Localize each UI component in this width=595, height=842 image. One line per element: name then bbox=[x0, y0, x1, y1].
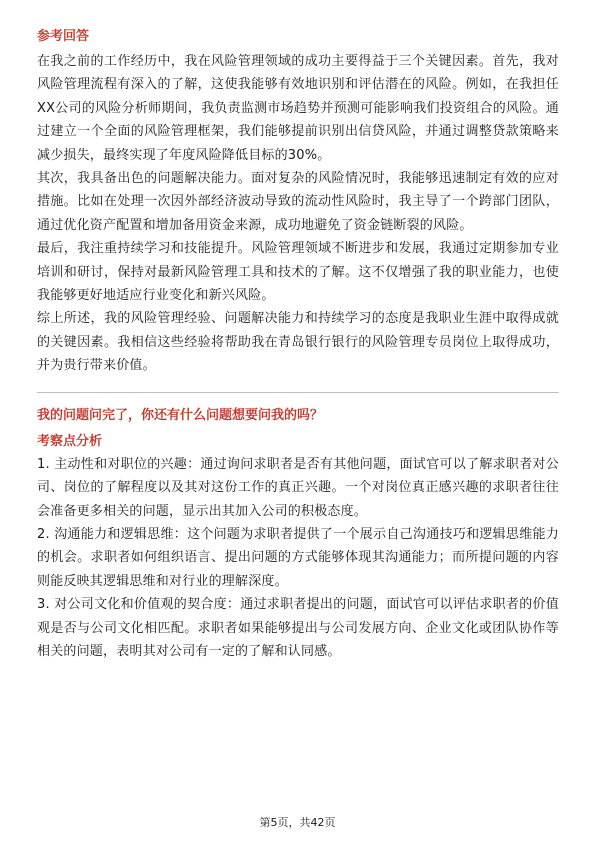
answer-paragraph-4: 综上所述，我的风险管理经验、问题解决能力和持续学习的态度是我职业生涯中取得成就的关键因素。我相信这些经验将帮助我在青岛银行银行的风险管理专员岗位上取得成功，并为贵行带来价值。 bbox=[37, 311, 559, 374]
question-heading: 我的问题问完了，你还有什么问题想要问我的吗？ bbox=[37, 407, 324, 423]
page-content bbox=[37, 20, 559, 663]
page-footer: 第5页，共42页 bbox=[259, 816, 336, 829]
section-divider bbox=[37, 392, 559, 393]
answer-paragraph-1: 在我之前的工作经历中，我在风险管理领域的成功主要得益于三个关键因素。首先，我对风险管理流程有深入的了解，这使我能够有效地识别和评估潜在的风险。例如，在我担任XX公司的风险分析师期间，我负责监测市场趋势并预测可能影响我们投资组合的风险。通过建立一个全面的风险管理框架，我们能够提前识别出信贷风险，并通过调整贷款策略来减少损失，最终实现了年度风险降低目标的30%。 bbox=[37, 54, 559, 163]
analysis-heading: 考察点分析 bbox=[37, 433, 103, 449]
answer-paragraph-2: 其次，我具备出色的问题解决能力。面对复杂的风险情况时，我能够迅速制定有效的应对措施。比如在处理一次因外部经济波动导致的流动性风险时，我主导了一个跨部门团队，通过优化资产配置和增加备用资金来源，成功地避免了资金链断裂的风险。 bbox=[37, 171, 559, 233]
analysis-item-1: 1. 主动性和对职位的兴趣：通过询问求职者是否有其他问题，面试官可以了解求职者对公司、岗位的了解程度以及其对这份工作的真正兴趣。一个对岗位真正感兴趣的求职者往往会准备更多相关的问题，显示出其加入公司的积极态度。 bbox=[37, 456, 559, 519]
answer-heading: 参考回答 bbox=[37, 29, 90, 44]
analysis-item-3: 3. 对公司文化和价值观的契合度：通过求职者提出的问题，面试官可以评估求职者的价值观是否与公司文化相匹配。求职者如果能够提出与公司发展方向、企业文化或团队协作等相关的问题，表明其对公司有一定的了解和认同感。 bbox=[37, 597, 559, 659]
answer-paragraph-3: 最后，我注重持续学习和技能提升。风险管理领域不断进步和发展，我通过定期参加专业培训和研讨，保持对最新风险管理工具和技术的了解。这不仅增强了我的职业能力，也使我能够更好地适应行业变化和新兴风险。 bbox=[37, 241, 559, 304]
analysis-item-2: 2. 沟通能力和逻辑思维：这个问题为求职者提供了一个展示自己沟通技巧和逻辑思维能力的机会。求职者如何组织语言、提出问题的方式能够体现其沟通能力；而所提问题的内容则能反映其逻辑思维和对行业的理解深度。 bbox=[37, 526, 559, 589]
